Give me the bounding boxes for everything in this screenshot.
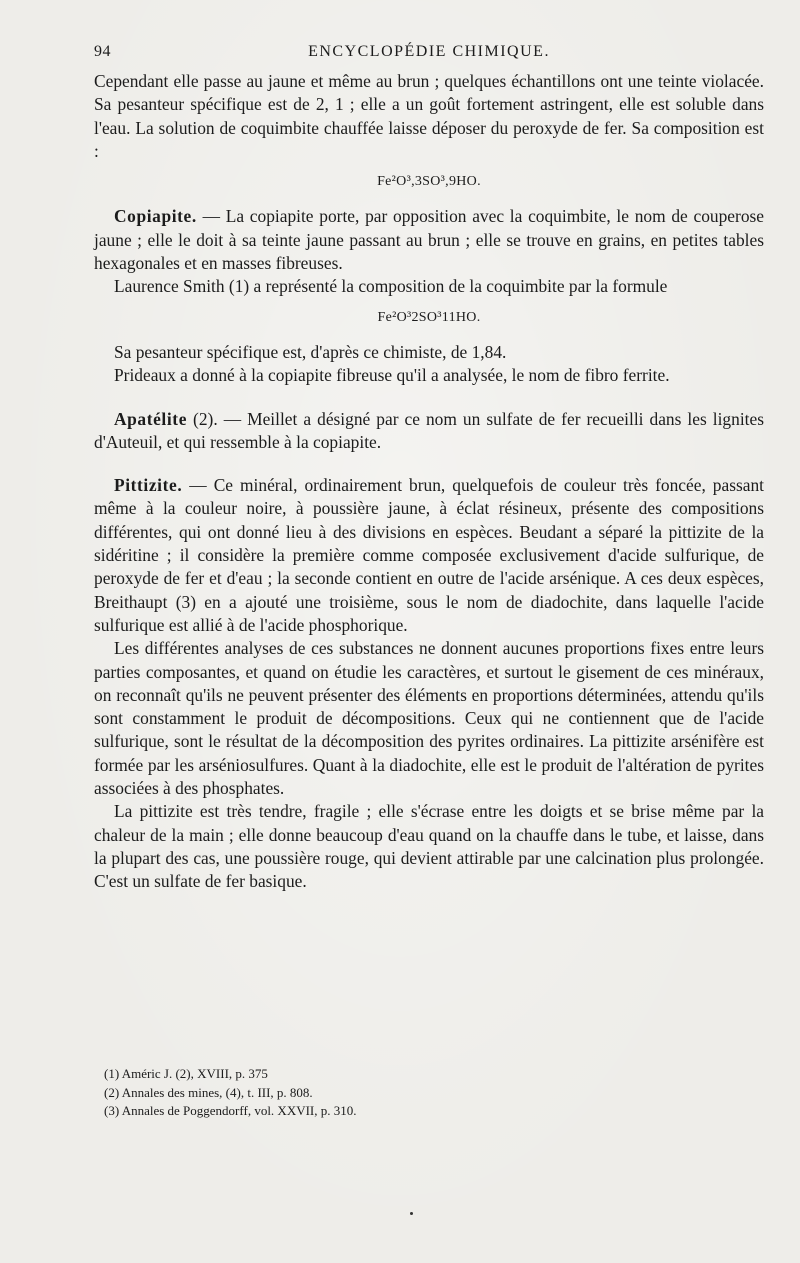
body-text xyxy=(94,70,764,894)
paragraph-copiapite-text: — La copiapite porte, par opposition avec la coquimbite, le nom de couperose jaune ; elle le doit à sa teinte jaune passant au brun ; elle se trouve en grains, en petites tables hexagonales et en masses fibreuses. xyxy=(94,206,764,274)
mineral-heading-copiapite: Copiapite. xyxy=(114,206,197,227)
mineral-heading-apatelite: Apatélite xyxy=(114,408,188,429)
paragraph-analyses: Les différentes analyses de ces substances ne donnent aucunes proportions fixes entre leurs parties composantes, et quand on étudie les caractères, et surtout le gisement de ces minéraux, on reconnaît qu'ils ne peuvent présenter des éléments en proportions déterminées, attendu qu'ils sont constamment le produit de décompositions. Ceux qui ne contiennent que de l'acide sulfurique, sont le résultat de la décomposition des pyrites ordinaires. La pittizite arsénifère est formée par les arséniosulfures. Quant à la diadochite, elle est le produit de l'altération de pyrites associées à des phosphates. xyxy=(94,638,764,799)
paragraph-specific-gravity: Sa pesanteur spécifique est, d'après ce chimiste, de 1,84. xyxy=(114,341,507,362)
paragraph-prideaux: Prideaux a donné à la copiapite fibreuse qu'il a analysée, le nom de fibro ferrite. xyxy=(114,365,670,386)
paragraph-pittizite xyxy=(94,474,764,637)
paragraph-coquimbite-properties: Cependant elle passe au jaune et même au brun ; quelques échantillons ont une teinte violacée. Sa pesanteur spécifique est de 2, 1 ; elle a un goût fortement astringent, elle est soluble dans l'eau. La solution de coquimbite chauffée laisse déposer du peroxyde de fer. Sa composition est : xyxy=(94,71,764,161)
paragraph-laurence-smith: Laurence Smith (1) a représenté la composition de la coquimbite par la formule xyxy=(114,276,668,297)
paragraph-pittizite-text: — Ce minéral, ordinairement brun, quelquefois de couleur très foncée, passant même à la couleur noire, à poussière jaune, à éclat résineux, présente des compositions différentes, qui ont donné lieu à des divisions en espèces. Beudant a séparé la pittizite de la sidéritine ; il considère la première comme composée exclusivement d'acide sulfurique, de peroxyde de fer et d'eau ; la seconde contient en outre de l'acide arsénique. A ces deux espèces, Breithaupt (3) en a ajouté une troisième, sous le nom de diadochite, dans laquelle l'acide sulfurique est allié à de l'acide phosphorique. xyxy=(94,475,764,635)
page-mark xyxy=(410,1212,413,1215)
formula-smith: Fe²O³2SO³11HO. xyxy=(377,309,481,325)
paragraph-apatelite xyxy=(94,408,764,455)
formula-coquimbite: Fe²O³,3SO³,9HO. xyxy=(377,174,481,190)
footnote-2: (2) Annales des mines, (4), t. III, p. 808. xyxy=(104,1084,313,1100)
section-gap xyxy=(94,454,764,474)
paragraph-copiapite xyxy=(94,205,764,275)
running-title: ENCYCLOPÉDIE CHIMIQUE. xyxy=(308,43,550,60)
paragraph-pittizite-properties: La pittizite est très tendre, fragile ; elle s'écrase entre les doigts et se brise même par la chaleur de la main ; elle donne beaucoup d'eau quand on la chauffe dans le tube, et laisse, dans la plupart des cas, une poussière rouge, qui devient attirable par une calcination plus prolongée. C'est un sulfate de fer basique. xyxy=(94,801,764,892)
footnote-3: (3) Annales de Poggendorff, vol. XXVII, p. 310. xyxy=(104,1103,357,1118)
page-header xyxy=(94,43,764,65)
footnote-1: (1) Améric J. (2), XVIII, p. 375 xyxy=(104,1066,268,1081)
page-number: 94 xyxy=(94,43,111,60)
mineral-heading-pittizite: Pittizite. xyxy=(114,475,183,496)
section-gap xyxy=(94,388,764,408)
paragraph-apatelite-text: (2). — Meillet a désigné par ce nom un sulfate de fer recueilli dans les lignites d'Auteuil, et qui ressemble à la copiapite. xyxy=(94,408,764,452)
footnotes xyxy=(104,1065,704,1121)
